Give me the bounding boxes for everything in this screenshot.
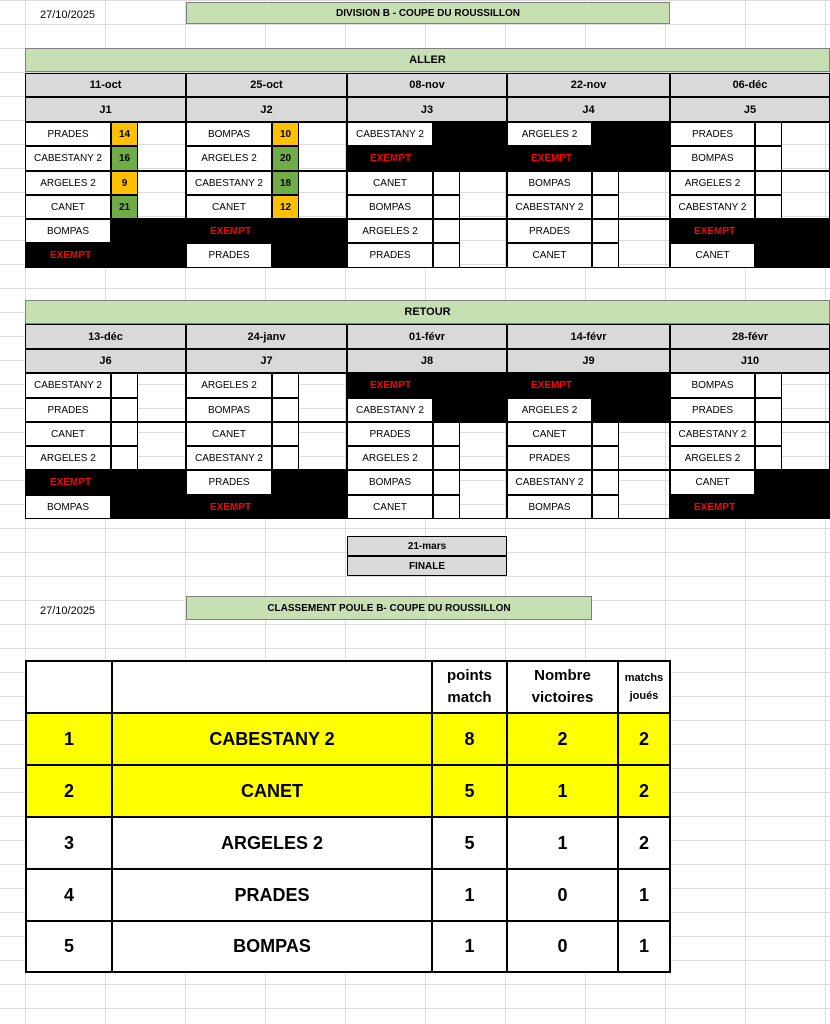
j10-team-4: ARGELES 2: [670, 446, 755, 470]
j8-team-6: CANET: [347, 495, 433, 519]
j5-match-2-frame: [670, 171, 830, 219]
header-victoires-line1: Nombre: [534, 667, 591, 684]
round-j4: J4: [507, 97, 670, 122]
j4-exempt: EXEMPT: [507, 146, 670, 171]
header-points-line2: match: [447, 689, 492, 706]
standings-rank-3: 3: [26, 817, 112, 869]
j1-match-1-frame: [25, 122, 186, 171]
j4-team-5: PRADES: [507, 219, 592, 243]
j8-team-2: CABESTANY 2: [347, 398, 433, 422]
j3-black-cell: [433, 122, 507, 146]
header-joues-line2: joués: [629, 690, 659, 702]
aller-date-5: 06-déc: [670, 73, 830, 97]
j1-team-4: CANET: [25, 195, 111, 219]
j4-team-3: BOMPAS: [507, 171, 592, 195]
j2-match-1-frame: [186, 122, 347, 171]
j4-match-2-frame: [507, 171, 670, 219]
j7-team-5: PRADES: [186, 470, 272, 495]
j7-black-cell: [272, 470, 347, 495]
j9-match-3-frame: [507, 470, 670, 519]
j10-team-1: BOMPAS: [670, 373, 755, 398]
round-j5: J5: [670, 97, 830, 122]
standings-team-1: CABESTANY 2: [112, 713, 432, 765]
header-joues: [618, 661, 670, 713]
round-j10: J10: [670, 349, 830, 373]
standings-victoires-1: 2: [507, 713, 618, 765]
j2-exempt: EXEMPT: [186, 219, 347, 243]
standings-joues-1: 2: [618, 713, 670, 765]
standings-points-4: 1: [432, 869, 507, 921]
j4-black-cell: [592, 122, 670, 146]
j7-team-3: CANET: [186, 422, 272, 446]
j5-team-2: BOMPAS: [670, 146, 755, 171]
j10-exempt: EXEMPT: [670, 495, 830, 519]
j4-team-4: CABESTANY 2: [507, 195, 592, 219]
j7-team-1: ARGELES 2: [186, 373, 272, 398]
j6-exempt: EXEMPT: [25, 470, 186, 495]
j2-team-4: CANET: [186, 195, 272, 219]
j9-team-3: CANET: [507, 422, 592, 446]
j1-score-2: 16: [111, 146, 138, 171]
j9-team-2: ARGELES 2: [507, 398, 592, 422]
j9-exempt: EXEMPT: [507, 373, 670, 398]
standings-team-3: ARGELES 2: [112, 817, 432, 869]
j5-team-3: ARGELES 2: [670, 171, 755, 195]
j3-match-3-frame: [347, 219, 507, 268]
j6-team-6: BOMPAS: [25, 495, 111, 519]
j5-match-1-frame: [670, 122, 830, 171]
j9-team-6: BOMPAS: [507, 495, 592, 519]
j4-team-1: ARGELES 2: [507, 122, 592, 146]
j2-team-6: PRADES: [186, 243, 272, 268]
retour-date-1: 13-déc: [25, 324, 186, 349]
standings-joues-3: 2: [618, 817, 670, 869]
j10-match-2-frame: [670, 422, 830, 470]
header-rank-cell: [26, 661, 112, 713]
round-j6: J6: [25, 349, 186, 373]
finale-date: 21-mars: [347, 536, 507, 556]
j8-team-4: ARGELES 2: [347, 446, 433, 470]
j6-team-1: CABESTANY 2: [25, 373, 111, 398]
standings-team-4: PRADES: [112, 869, 432, 921]
j8-team-3: PRADES: [347, 422, 433, 446]
aller-date-4: 22-nov: [507, 73, 670, 97]
standings-rank-4: 4: [26, 869, 112, 921]
j9-team-4: PRADES: [507, 446, 592, 470]
classement-date: 27/10/2025: [40, 605, 96, 617]
j6-team-4: ARGELES 2: [25, 446, 111, 470]
standings-team-5: BOMPAS: [112, 921, 432, 972]
standings-joues-5: 1: [618, 921, 670, 972]
j9-match-2-frame: [507, 422, 670, 470]
j2-black-cell: [272, 243, 347, 268]
standings-rank-5: 5: [26, 921, 112, 972]
j10-team-3: CABESTANY 2: [670, 422, 755, 446]
j6-team-2: PRADES: [25, 398, 111, 422]
header-team-cell: [112, 661, 432, 713]
retour-header: RETOUR: [25, 300, 830, 324]
header-points: [432, 661, 507, 713]
j8-match-3-frame: [347, 470, 507, 519]
j1-score-3: 9: [111, 171, 138, 195]
standings-points-5: 1: [432, 921, 507, 972]
aller-header: ALLER: [25, 48, 830, 72]
j10-team-5: CANET: [670, 470, 755, 495]
j4-match-3-frame: [507, 219, 670, 268]
j1-match-2-frame: [25, 171, 186, 219]
standings-victoires-4: 0: [507, 869, 618, 921]
standings-points-3: 5: [432, 817, 507, 869]
j3-team-1: CABESTANY 2: [347, 122, 433, 146]
j5-black-cell: [755, 243, 830, 268]
aller-date-3: 08-nov: [347, 73, 507, 97]
j8-exempt: EXEMPT: [347, 373, 507, 398]
j6-black-cell: [111, 495, 186, 519]
j7-exempt: EXEMPT: [186, 495, 347, 519]
j10-match-1-frame: [670, 373, 830, 422]
round-j1: J1: [25, 97, 186, 122]
j3-team-5: ARGELES 2: [347, 219, 433, 243]
j1-team-2: CABESTANY 2: [25, 146, 111, 171]
header-victoires-line2: victoires: [531, 689, 594, 706]
header-victoires: [507, 661, 618, 713]
j5-team-4: CABESTANY 2: [670, 195, 755, 219]
aller-date-1: 11-oct: [25, 73, 186, 97]
round-j7: J7: [186, 349, 347, 373]
j1-team-3: ARGELES 2: [25, 171, 111, 195]
retour-date-4: 14-févr: [507, 324, 670, 349]
j6-match-2-frame: [25, 422, 186, 470]
j3-team-4: BOMPAS: [347, 195, 433, 219]
round-j9: J9: [507, 349, 670, 373]
j6-team-3: CANET: [25, 422, 111, 446]
standings-points-1: 8: [432, 713, 507, 765]
j2-score-3: 18: [272, 171, 299, 195]
j8-black-cell: [433, 398, 507, 422]
j9-team-5: CABESTANY 2: [507, 470, 592, 495]
standings-victoires-3: 1: [507, 817, 618, 869]
j1-score-4: 21: [111, 195, 138, 219]
finale-label: FINALE: [347, 556, 507, 576]
j5-team-1: PRADES: [670, 122, 755, 146]
j2-match-2-frame: [186, 171, 347, 219]
j6-match-1-frame: [25, 373, 186, 422]
j3-exempt: EXEMPT: [347, 146, 507, 171]
round-j2: J2: [186, 97, 347, 122]
j7-match-2-frame: [186, 422, 347, 470]
header-date: 27/10/2025: [40, 9, 96, 21]
classement-title: CLASSEMENT POULE B- COUPE DU ROUSSILLON: [186, 596, 592, 620]
aller-date-2: 25-oct: [186, 73, 347, 97]
round-j3: J3: [347, 97, 507, 122]
division-title: DIVISION B - COUPE DU ROUSSILLON: [186, 2, 670, 24]
standings-rank-1: 1: [26, 713, 112, 765]
j2-score-4: 12: [272, 195, 299, 219]
round-j8: J8: [347, 349, 507, 373]
j9-black-cell: [592, 398, 670, 422]
header-points-line1: points: [447, 667, 492, 684]
j3-team-3: CANET: [347, 171, 433, 195]
j7-match-1-frame: [186, 373, 347, 422]
j2-team-2: ARGELES 2: [186, 146, 272, 171]
j2-score-1: 10: [272, 122, 299, 146]
j2-team-3: CABESTANY 2: [186, 171, 272, 195]
j1-exempt: EXEMPT: [25, 243, 186, 268]
j4-team-6: CANET: [507, 243, 592, 268]
j5-exempt: EXEMPT: [670, 219, 830, 243]
standings-team-2: CANET: [112, 765, 432, 817]
j3-team-6: PRADES: [347, 243, 433, 268]
header-joues-line1: matchs: [624, 672, 664, 684]
j1-score-1: 14: [111, 122, 138, 146]
standings-victoires-2: 1: [507, 765, 618, 817]
j7-team-4: CABESTANY 2: [186, 446, 272, 470]
standings-joues-4: 1: [618, 869, 670, 921]
j10-black-cell: [755, 470, 830, 495]
j1-team-1: PRADES: [25, 122, 111, 146]
j10-team-2: PRADES: [670, 398, 755, 422]
retour-date-5: 28-févr: [670, 324, 830, 349]
j8-team-5: BOMPAS: [347, 470, 433, 495]
j2-team-1: BOMPAS: [186, 122, 272, 146]
standings-joues-2: 2: [618, 765, 670, 817]
standings-rank-2: 2: [26, 765, 112, 817]
retour-date-2: 24-janv: [186, 324, 347, 349]
j7-team-2: BOMPAS: [186, 398, 272, 422]
j5-team-6: CANET: [670, 243, 755, 268]
standings-points-2: 5: [432, 765, 507, 817]
j2-score-2: 20: [272, 146, 299, 171]
standings-victoires-5: 0: [507, 921, 618, 972]
retour-date-3: 01-févr: [347, 324, 507, 349]
j3-match-2-frame: [347, 171, 507, 219]
j1-team-5: BOMPAS: [25, 219, 111, 243]
j8-match-2-frame: [347, 422, 507, 470]
j1-black-cell: [111, 219, 186, 243]
